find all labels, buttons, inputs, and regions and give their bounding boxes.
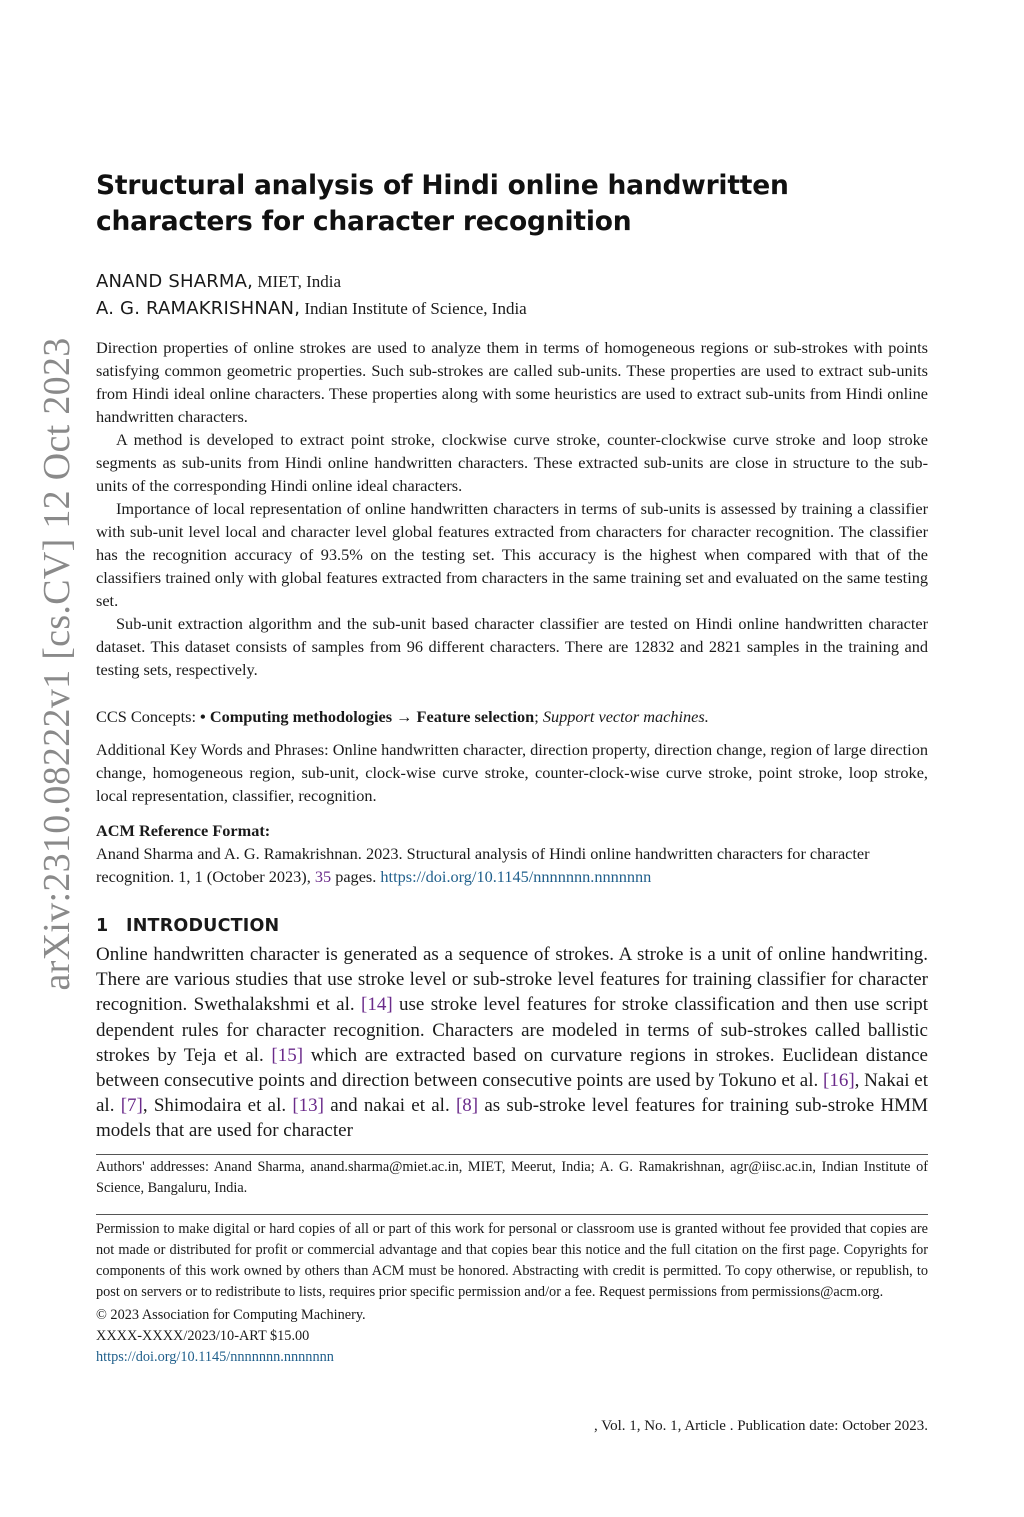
doi-link[interactable]: https://doi.org/10.1145/nnnnnnn.nnnnnnn: [380, 867, 652, 886]
intro-text: , Nakai et al.: [96, 1070, 929, 1117]
footnote-divider: [96, 1154, 928, 1155]
keywords-label: Additional Key Words and Phrases:: [96, 740, 333, 759]
arxiv-sidebar: [28, 296, 86, 1032]
intro-text: , Shimodaira et al.: [142, 1095, 293, 1117]
arxiv-identifier: arXiv:2310.08222v1 [cs.CV] 12 Oct 2023: [36, 337, 78, 991]
page-footer: , Vol. 1, No. 1, Article . Publication date: October 2023.: [594, 1418, 928, 1434]
intro-text: which are extracted based on curvature regions in strokes. Euclidean distance between consecutive points and direction between consecutive points are used by Tokuno et al.: [96, 1044, 928, 1092]
permission-footnote: [96, 1214, 928, 1368]
author-list: [96, 268, 928, 322]
author-affiliation: MIET, India: [257, 272, 342, 291]
author-affiliation: Indian Institute of Science, India: [304, 299, 527, 318]
paper-title: Structural analysis of Hindi online handwritten characters for character recognition: [96, 170, 789, 237]
copyright-notice: © 2023 Association for Computing Machinery.: [96, 1307, 366, 1323]
section-number: 1: [96, 916, 109, 936]
ccs-concepts: [96, 705, 928, 728]
ccs-secondary: Support vector machines.: [542, 707, 709, 726]
reference-pages-suffix: pages.: [331, 867, 381, 886]
author-addresses-footnote: [96, 1154, 928, 1199]
section-heading: [96, 916, 928, 936]
intro-text: and nakai et al.: [324, 1095, 456, 1117]
ccs-separator: ;: [534, 707, 543, 726]
abstract-paragraph: Sub-unit extraction algorithm and the sub-unit based character classifier are tested on Hindi online handwritten character dataset. This dataset consists of samples from 96 different characters. There are 12832 and 2821 samples in the training and testing sets, respectively.: [96, 614, 928, 679]
author-name: A. G. RAMAKRISHNAN,: [96, 298, 301, 319]
citation-link[interactable]: [15]: [271, 1044, 304, 1066]
abstract: [96, 336, 928, 681]
author-entry: [96, 268, 928, 295]
ccs-bullet: •: [200, 707, 210, 726]
footnote-divider: [96, 1214, 928, 1215]
intro-text: use stroke level features for stroke classification and then use script dependent rules for character recognition. Characters are modeled in terms of sub-strokes called ballistic strokes by Teja et al.: [96, 994, 928, 1066]
page-count-link[interactable]: 35: [314, 867, 332, 886]
keywords-text: Online handwritten character, direction property, direction change, region of large direction change, homogeneous region, sub-unit, clock-wise curve stroke, counter-clock-wise curve stroke, point stroke, loop stroke, local representation, classifier, recognition.: [96, 740, 928, 805]
author-name: ANAND SHARMA,: [96, 271, 254, 292]
abstract-paragraph: A method is developed to extract point stroke, clockwise curve stroke, counter-clockwise curve stroke and loop stroke segments as sub-units from Hindi online handwritten characters. These extracted sub-units are close in structure to the sub-units of the corresponding Hindi online ideal characters.: [96, 430, 928, 495]
keywords: [96, 738, 928, 807]
intro-paragraph: [96, 942, 928, 1144]
reference-text: Anand Sharma and A. G. Ramakrishnan. 2023. Structural analysis of Hindi online handwritten characters for character recognition. 1, 1 (October 2023),: [96, 844, 870, 886]
citation-link[interactable]: [16]: [823, 1070, 855, 1092]
intro-text: as sub-stroke level features for training sub-stroke HMM models that are used for character: [96, 1095, 928, 1142]
abstract-paragraph: Importance of local representation of online handwritten characters in terms of sub-units is assessed by training a classifier with sub-unit level local and character level global features extracted from characters for character recognition. The classifier has the recognition accuracy of 93.5% on the testing set. This accuracy is the highest when compared with that of the classifiers trained only with global features extracted from characters in the same training set and evaluated on the same testing set.: [96, 499, 928, 610]
paper-body: [96, 168, 928, 1144]
citation-link[interactable]: [14]: [361, 994, 393, 1016]
reference-format-heading: ACM Reference Format:: [96, 821, 271, 840]
citation-link[interactable]: [8]: [455, 1095, 479, 1117]
ccs-primary: Computing methodologies → Feature selection: [209, 707, 535, 726]
author-entry: [96, 295, 928, 322]
citation-link[interactable]: [13]: [292, 1095, 324, 1117]
citation-link[interactable]: [7]: [120, 1095, 143, 1117]
footnote-doi-link[interactable]: https://doi.org/10.1145/nnnnnnn.nnnnnnn: [96, 1349, 334, 1365]
section-title: INTRODUCTION: [126, 916, 280, 936]
ccs-label: CCS Concepts:: [96, 707, 201, 726]
intro-text: Online handwritten character is generated as a sequence of strokes. A stroke is a unit of online handwriting. There are various studies that use stroke level or sub-stroke level features for training classifier for character recognition. Swethalakshmi et al.: [96, 944, 928, 1016]
abstract-paragraph: Direction properties of online strokes are used to analyze them in terms of homogeneous regions or sub-strokes with points satisfying common geometric properties. Such sub-strokes are called sub-units. These properties are used to extract sub-units from Hindi ideal online characters. These properties along with some heuristics are used to extract sub-units from Hindi online handwritten characters.: [96, 338, 928, 426]
article-code: XXXX-XXXX/2023/10-ART $15.00: [96, 1328, 310, 1344]
reference-format: [96, 842, 928, 888]
permission-notice: Permission to make digital or hard copies of all or part of this work for personal or classroom use is granted without fee provided that copies are not made or distributed for profit or commercial advantage and that copies bear this notice and the full citation on the first page. Copyrights for components of this work owned by others than ACM must be honored. Abstracting with credit is permitted. To copy otherwise, or republish, to post on servers or to redistribute to lists, requires prior specific permission and/or a fee. Request permissions from permissions@acm.org.: [96, 1221, 928, 1300]
author-addresses: Authors' addresses: Anand Sharma, anand.sharma@miet.ac.in, MIET, Meerut, India; A. G. Ramakrishnan, agr@iisc.ac.in, Indian Institute of Science, Bangaluru, India.: [96, 1159, 928, 1196]
